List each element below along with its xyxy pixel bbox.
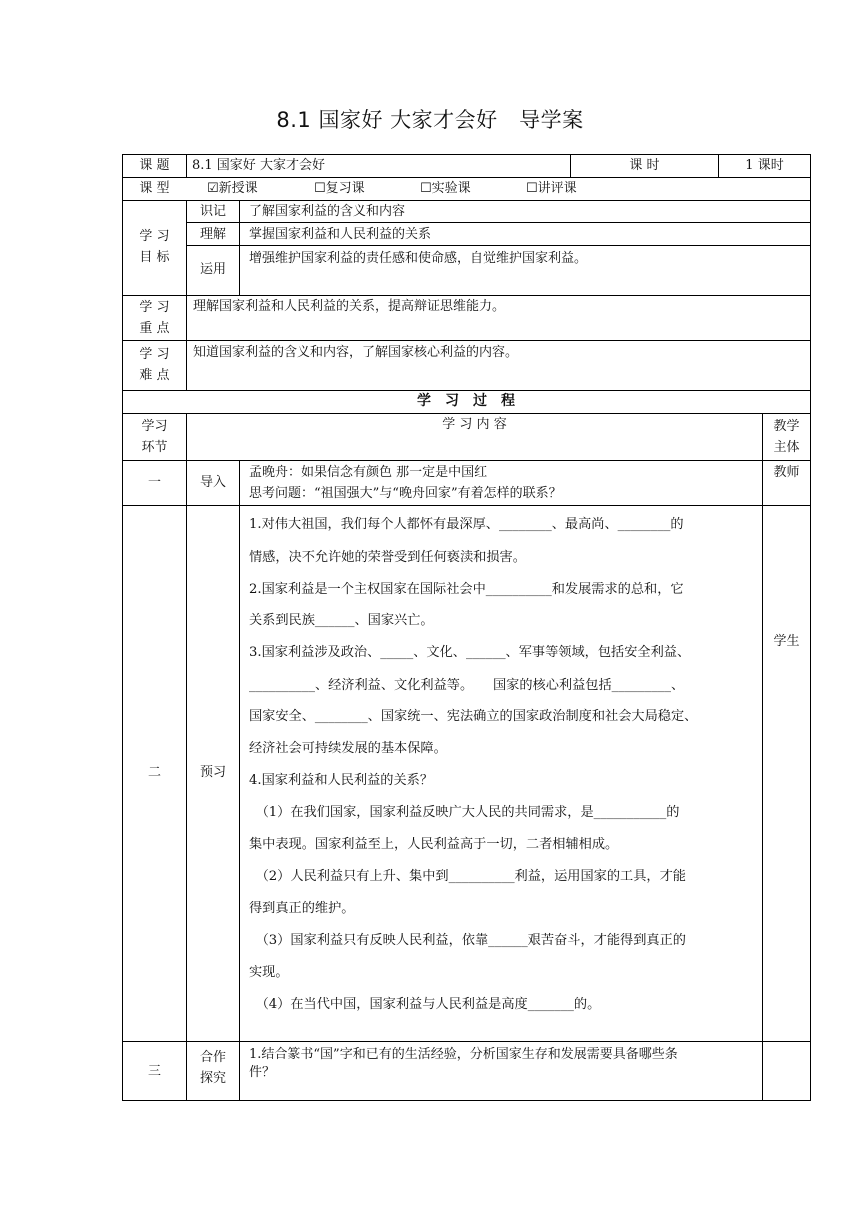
section-subject: 学生 [773,634,800,649]
key-points-label [123,297,186,339]
goal-level: 识记 [199,204,226,219]
preview-line: 关系到民族______、国家兴亡。 [249,613,434,628]
goals-label-line: 目 标 [139,250,170,265]
table-rule [122,413,810,414]
section-number: 二 [147,765,161,780]
preview-line: 3.国家利益涉及政治、_____、文化、______、军事等领域，包括安全利益、 [249,645,691,660]
table-rule [186,245,810,246]
section-name-line: 探究 [199,1071,226,1086]
goals-label-line: 学 习 [139,229,170,244]
section-line: 1.结合篆书“国”字和已有的生活经验，分析国家生存和发展需要具备哪些条 [249,1047,678,1062]
difficulties-label-line: 学 习 [139,347,170,362]
key-points-text: 理解国家利益和人民利益的关系，提高辩证思维能力。 [193,299,506,314]
table-rule [239,460,240,1101]
type-option-label: 复习课 [325,181,365,196]
topic-label: 课 题 [139,158,170,173]
type-label: 课 型 [139,181,170,196]
preview-line: （4）在当代中国，国家利益与人民利益是高度_______的。 [249,997,601,1012]
type-option-new[interactable] [207,180,258,197]
col-stage-header [123,416,186,458]
type-option-review[interactable] [314,180,365,197]
col-subject-header-line: 主体 [773,440,800,455]
goals-label [123,226,186,268]
goal-text: 了解国家利益的含义和内容 [249,204,406,219]
preview-line: 1.对伟大祖国，我们每个人都怀有最深厚、________、最高尚、________的 [249,517,684,532]
section-line: 思考问题：“祖国强大”与“晚舟回家”有着怎样的联系？ [249,486,562,501]
table-rule [122,200,810,201]
checked-box-icon: ☑ [207,181,219,196]
preview-line: 情感，决不允许她的荣誉受到任何亵渎和损害。 [249,550,526,565]
goal-level: 运用 [199,262,226,277]
section-name [187,1047,239,1089]
col-stage-header-line: 环节 [141,440,168,455]
preview-line: （2）人民利益只有上升、集中到__________利益，运用国家的工具，才能 [249,869,686,884]
table-rule [122,390,810,391]
goal-text: 增强维护国家利益的责任感和使命感，自觉维护国家利益。 [249,251,588,266]
type-option-experiment[interactable] [420,180,471,197]
preview-line: 集中表现。国家利益至上，人民利益高于一切，二者相辅相成。 [249,837,619,852]
table-rule [122,340,810,341]
preview-line: 2.国家利益是一个主权国家在国际社会中__________和发展需求的总和，它 [249,582,684,597]
table-rule [122,295,810,296]
type-option-label: 新授课 [218,181,258,196]
table-rule [122,1041,810,1042]
period-label: 课 时 [629,158,660,173]
unchecked-box-icon: ☐ [526,181,538,196]
difficulties-label-line: 难 点 [139,368,170,383]
type-option-label: 讲评课 [537,181,577,196]
table-rule [186,222,810,223]
section-number: 三 [147,1064,161,1079]
type-option-label: 实验课 [431,181,471,196]
key-points-label-line: 学 习 [139,300,170,315]
section-number: 一 [147,475,161,490]
preview-line: 国家安全、________、国家统一、宪法确立的国家政治制度和社会大局稳定、 [249,709,698,724]
section-name-line: 合作 [199,1050,226,1065]
table-rule [810,154,811,1101]
topic-value: 8.1 国家好 大家才会好 [192,158,325,173]
difficulties-text: 知道国家利益的含义和内容，了解国家核心利益的内容。 [193,345,519,360]
section-line: 件？ [249,1065,276,1080]
preview-line: 经济社会可持续发展的基本保障。 [249,741,447,756]
preview-line: （3）国家利益只有反映人民利益，依靠______艰苦奋斗，才能得到真正的 [249,933,686,948]
preview-line: 4.国家利益和人民利益的关系？ [249,773,434,788]
goal-text: 掌握国家利益和人民利益的关系 [249,227,432,242]
col-content-header: 学 习 内 容 [442,417,507,432]
table-rule [186,413,187,1101]
table-rule [239,200,240,295]
difficulties-label [123,344,186,386]
section-name: 导入 [199,475,226,490]
preview-line: （1）在我们国家，国家利益反映广大人民的共同需求，是___________的 [249,805,680,820]
table-rule [122,154,810,155]
table-rule [122,177,810,178]
unchecked-box-icon: ☐ [314,181,326,196]
section-subject: 教师 [773,465,800,480]
process-heading: 学 习 过 程 [417,393,515,409]
table-rule [122,460,810,461]
period-value: 1 课时 [745,158,784,173]
table-rule [762,413,763,1101]
goal-level: 理解 [199,227,226,242]
table-rule [186,154,187,177]
preview-line: 实现。 [249,965,289,980]
page-title: 8.1 国家好 大家才会好 导学案 [276,108,584,132]
unchecked-box-icon: ☐ [420,181,432,196]
section-line: 孟晚舟：如果信念有颜色 那一定是中国红 [249,465,488,480]
col-subject-header [763,416,810,458]
preview-line: 得到真正的维护。 [249,901,355,916]
table-rule [122,1100,810,1101]
type-option-comment[interactable] [526,180,577,197]
preview-line: __________、经济利益、文化利益等。 国家的核心利益包括_________、 [249,678,685,693]
section-name: 预习 [199,765,226,780]
col-subject-header-line: 教学 [773,419,800,434]
key-points-label-line: 重 点 [139,321,170,336]
table-rule [122,505,810,506]
col-stage-header-line: 学习 [141,419,168,434]
